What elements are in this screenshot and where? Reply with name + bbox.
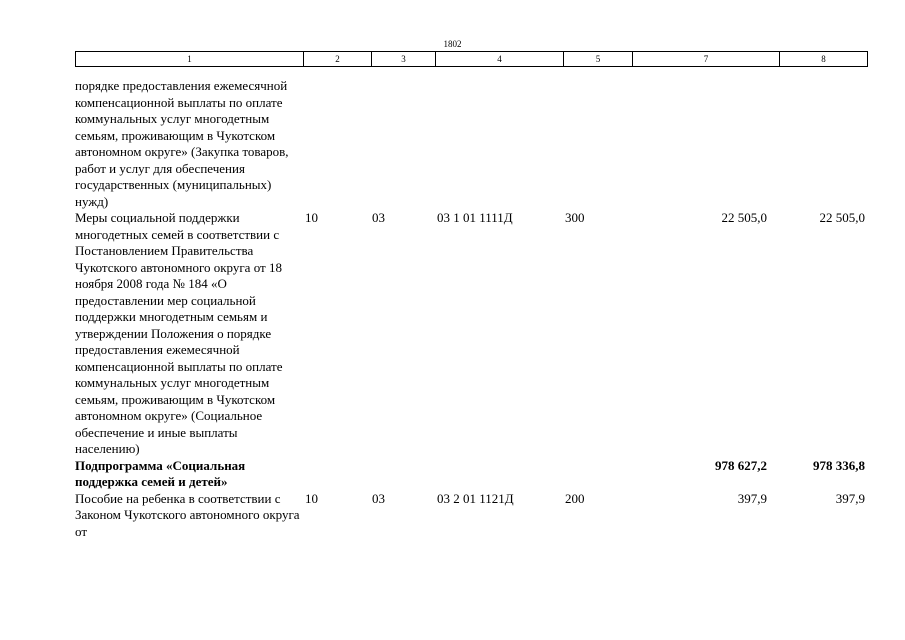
row-description: Меры социальной поддержки многодетных семей в соответствии с Постановлением Правительства Чукотского автономного округа от 18 ноября 2008 года № 184 «О предоставлении мер социальной поддержки многодетным семьям и утверждении Положения о порядке предоставления ежемесячной компенсационной выплаты по оплате коммунальных услуг многодетным семьям, проживающим в Чукотском автономном округе» (Социальное обеспечение и иные выплаты населению) xyxy=(75,210,283,456)
column-number-header xyxy=(75,51,868,67)
table-row xyxy=(75,491,865,541)
table-row xyxy=(75,78,865,210)
section-code: 10 xyxy=(305,210,318,225)
row-description: порядке предоставления ежемесячной компенсационной выплаты по оплате коммунальных услуг многодетным семьям, проживающим в Чукотском автономном округе» (Закупка товаров, работ и услуг для обеспечения государственных (муниципальных) нужд) xyxy=(75,78,289,209)
expense-type-code: 300 xyxy=(565,210,585,225)
amount-col-7: 397,9 xyxy=(737,490,767,506)
page-number: 1802 xyxy=(443,39,462,49)
budget-table-body xyxy=(75,78,865,540)
column-number-5: 5 xyxy=(564,52,633,67)
row-description: Пособие на ребенка в соответствии с Законом Чукотского автономного округа от xyxy=(75,490,300,539)
subprogram-title: Подпрограмма «Социальная поддержка семей и детей» xyxy=(75,457,246,489)
column-number-4: 4 xyxy=(436,52,564,67)
column-number-2: 2 xyxy=(304,52,372,67)
subprogram-row xyxy=(75,458,865,491)
column-number-1: 1 xyxy=(76,52,304,67)
section-code: 10 xyxy=(305,490,318,506)
expense-type-code: 200 xyxy=(565,490,585,506)
column-number-3: 3 xyxy=(372,52,436,67)
column-number-8: 8 xyxy=(780,52,868,67)
amount-col-8: 22 505,0 xyxy=(819,210,865,225)
target-article-code: 03 2 01 1121Д xyxy=(437,490,514,506)
subsection-code: 03 xyxy=(372,490,385,506)
subsection-code: 03 xyxy=(372,210,385,225)
target-article-code: 03 1 01 1111Д xyxy=(437,210,513,225)
amount-col-7: 22 505,0 xyxy=(721,210,767,225)
subprogram-amount-col-7: 978 627,2 xyxy=(715,457,767,473)
table-row xyxy=(75,210,865,458)
amount-col-8: 397,9 xyxy=(835,490,865,506)
subprogram-amount-col-8: 978 336,8 xyxy=(813,457,865,473)
column-number-7: 7 xyxy=(633,52,780,67)
